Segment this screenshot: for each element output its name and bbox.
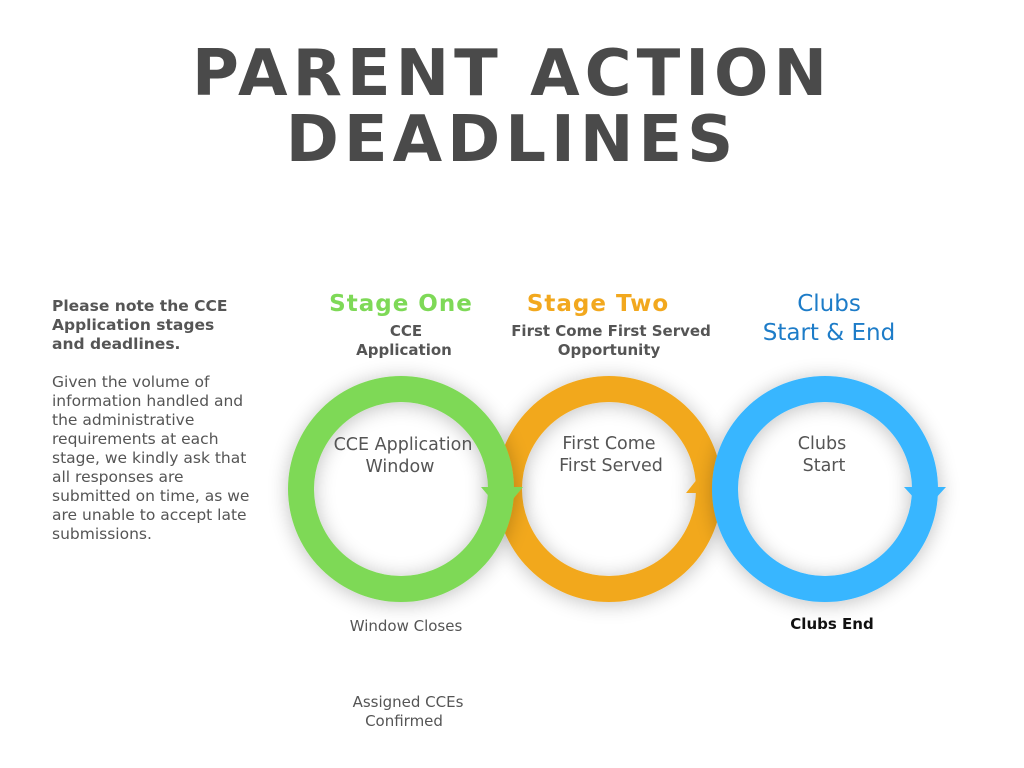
stage-two-inner-1: First Come xyxy=(562,434,656,454)
clubs-end-label: Clubs End xyxy=(790,615,874,633)
stage-one-subtitle-1: CCE xyxy=(389,322,423,340)
ring-stage-two xyxy=(509,389,726,589)
page-title-line-2: DEADLINES xyxy=(285,103,739,177)
clubs-inner-2: Start xyxy=(802,456,846,476)
assigned-cces-label-1: Assigned CCEs xyxy=(352,693,464,711)
clubs-inner-1: Clubs xyxy=(797,434,847,454)
stage-one-inner-1: CCE Application xyxy=(333,435,473,455)
assigned-cces-label-2: Confirmed xyxy=(365,712,443,730)
note-body: Given the volume of information handled and the administrative requirements at each stage, we kindly ask that all responses are submitted on time, as we are unable to accept late submissions. xyxy=(52,373,250,543)
window-closes-label: Window Closes xyxy=(349,617,463,635)
clubs-title-1: Clubs xyxy=(797,291,861,317)
stage-one-subtitle-2: Application xyxy=(356,341,452,359)
clubs-title-2: Start & End xyxy=(762,320,896,346)
ring-clubs xyxy=(725,389,946,589)
note-heading: Please note the CCE Application stages and deadlines. xyxy=(52,297,228,353)
stage-two-subtitle-1: First Come First Served xyxy=(511,322,711,340)
stage-two-title: Stage Two xyxy=(526,291,670,317)
stage-one-title: Stage One xyxy=(329,291,473,317)
stage-two-inner-2: First Served xyxy=(559,456,663,476)
page-title-line-1: PARENT ACTION xyxy=(192,37,832,111)
stage-two-subtitle-2: Opportunity xyxy=(557,341,661,359)
ring-stage-one xyxy=(301,389,523,589)
stage-one-inner-2: Window xyxy=(365,457,435,477)
